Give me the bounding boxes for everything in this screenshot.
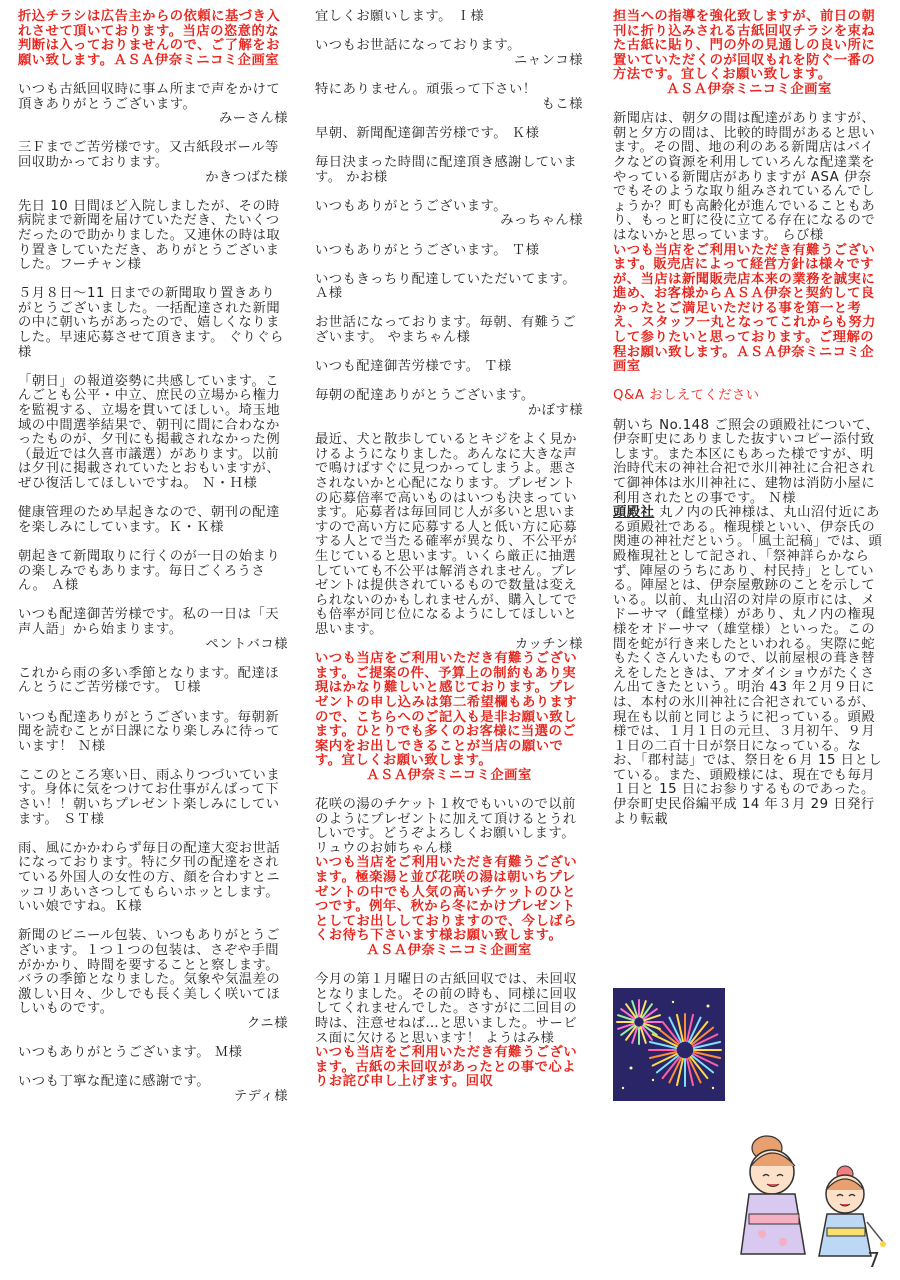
message-text: 毎朝の配達ありがとうございます。 (315, 388, 535, 404)
qa-question: 朝いち No.148 ご照会の頭殿社について、伊奈町史にありました抜すいコピー添付致します。また本区にもあった様ですが、明治時代末の神社合祀で氷川神社に合祀されて御神体は氷川神社に、建物は消防小屋に利用されたとの事です。 Ｎ様 (613, 417, 880, 506)
reply-signature: ＡＳＡ伊奈ミニコミ企画室 (366, 767, 532, 783)
letter-hanasaki (315, 798, 583, 959)
reply-continued (613, 10, 885, 98)
message-item (315, 273, 583, 302)
letter-pheasant (315, 433, 583, 783)
message-text: いつもありがとうございます。 Ｍ様 (18, 1045, 243, 1061)
message-text: ここのところ寒い日、雨ふりつづいています。身体に気をつけてお仕事がんばって下さい！！朝いちプレゼント楽しみにしています。 ＳＴ様 (18, 767, 281, 827)
reply-text: 担当への指導を強化致しますが、前日の朝刊に折り込みされる古紙回収チラシを束ねた古紙に貼り、門の外の見通しの良い所に置いていただくのが回収もれを防ぐ一番の方法です。宜しくお願い致します。 (613, 9, 876, 83)
children-yukata-illustration (727, 1130, 887, 1258)
message-text: いつもきっちり配達していただいてます。 Ａ様 (315, 271, 577, 302)
message-text: いつも配達御苦労様です。 Ｔ様 (315, 359, 512, 375)
message-text: 「朝日」の報道姿勢に共感しています。こんごとも公平・中立、庶民の立場から権力を監視する、立場を貫いてほしい。埼玉地域の中間選挙結果で、朝刊に間に合わなかったものが、夕刊にも掲載されなかった例（最近では久喜市議選）があります。以前は夕刊に掲載されていたとおもいますが、ぜひ復活してほしいですね。 Ｎ・Ｈ様 (18, 373, 281, 491)
message-item (18, 550, 288, 594)
message-item (18, 667, 288, 696)
message-item (18, 1075, 288, 1104)
message-text: 宜しくお願いします。 Ｉ様 (315, 9, 485, 24)
message-text: ５月８日〜11 日までの新聞取り置きありがとうございました。一括配達された新聞の中に朝いちがあったので、嬉しくなりました。早速応募させて頂きます。 ぐりぐら様 (18, 286, 284, 360)
message-text: 健康管理のため早起きなので、朝刊の配達を楽しみにしています。Ｋ・Ｋ様 (18, 505, 280, 535)
letter-delivery-business (613, 112, 885, 375)
column-3 (613, 10, 885, 827)
message-item (18, 1046, 288, 1061)
message-item (315, 127, 583, 142)
reply-text: いつも当店をご利用いただき有難うございます。古紙の未回収があったとの事で心よりお詫び申し上げます。回収 (315, 1045, 578, 1090)
message-signature: ペントバコ様 (205, 636, 288, 652)
letter-text: 今月の第１月曜日の古紙回収では、未回収となりました。その前の時も、同様に回収してくれませんでした。さすがに二回目の時は、注意せねば…と思いました。サービス面に欠けると思います！ ようはみ様 (315, 972, 578, 1046)
message-item (315, 10, 583, 25)
message-text: 雨、風にかかわらず毎日の配達大変お世話になっております。特に夕刊の配達をされている外国人の女性の方、顔を合わすとニッコリあいさつしてもらいホッとします。いい娘ですね。Ｋ様 (18, 840, 281, 915)
message-text: 先日 10 日間ほど入院しましたが、その時病院まで新聞を届けていただき、たいくつだったので助かりました。又連休の時は取り置きしていただき、ありがとうございました。フーチャン様 (18, 198, 281, 273)
message-text: 三Ｆまでご苦労様です。又古紙段ボール等回収助かっております。 (18, 140, 279, 170)
message-item (18, 769, 288, 827)
message-item (18, 929, 288, 1031)
message-text: 特にありません。頑張って下さい！ (315, 81, 537, 97)
message-item (315, 244, 583, 259)
message-text: いつも配達ありがとうございます。毎朝新聞を読むことが日課になり楽しみに待っています！ Ｎ様 (18, 709, 281, 754)
obi (827, 1228, 865, 1236)
message-signature: みっちゃん様 (500, 213, 583, 229)
message-item (315, 39, 583, 68)
message-text: いつもお世話になっております。 (315, 38, 521, 54)
reply-text: いつも当店をご利用いただき有難うございます。ご提案の件、予算上の制約もあり実現はかなり難しいと感じております。プレゼントの申し込みは第二希望欄もありますので、こちらへのご記入も是非お願い致します。ひとりでも多くのお客様に当選のご案内をお出しできることが当店の願いです。宜しくお願い致します。 (315, 651, 578, 769)
message-item (18, 287, 288, 360)
message-item (315, 156, 583, 185)
message-item (315, 389, 583, 418)
fireworks-illustration (613, 988, 725, 1101)
message-item (18, 608, 288, 652)
message-item (18, 711, 288, 755)
message-signature: もこ様 (541, 96, 583, 112)
message-text: いつも古紙回収時に事ム所まで声をかけて頂きありがとうございます。 (18, 81, 281, 112)
letter-text: 新聞店は、朝夕の間は配達がありますが、朝と夕方の間は、比較的時間があると思います。その間、地の利のある新聞店はバイクなどの資源を利用していろんな配達業をやっている新聞店がありますが ASA 伊奈でもそのような取り組みされているんでしょうか？町も高齢化が進んでいることもあり、もっと町に役に立てる存在になるのではないかと思っています。 らび様 (613, 111, 876, 243)
reply-text: いつも当店をご利用いただき有難うございます。極楽湯と並び花咲の湯は朝いちプレゼントの中でも人気の高いチケットのひとつです。例年、秋から冬にかけプレゼントとしてお出ししておりますので、今しばらくお待ち下さいます様お願い致します。 (315, 855, 578, 944)
message-item (18, 506, 288, 535)
letter-recycling (315, 973, 583, 1090)
message-item (315, 360, 583, 375)
column-1 (18, 10, 288, 1119)
child-right (819, 1166, 886, 1256)
sparkler-spark (880, 1241, 886, 1247)
message-text: 新聞のビニール包装、いつもありがとうございます。１つ１つの包装は、さぞや手間がかかり、時間を要することと察します。バラの季節となりました。気象や気温差の激しい日々、少しでも長く美しく咲いてほしいものです。 (18, 928, 281, 1017)
message-text: 早朝、新聞配達御苦労様です。 Ｋ様 (315, 125, 540, 141)
message-text: 朝起きて新聞取りに行くのが一日の始まりの楽しみでもあります。毎日ごくろうさん。 Ａ様 (18, 548, 281, 594)
letter-signature: カッチン様 (514, 636, 583, 652)
message-signature: クニ様 (246, 1015, 288, 1031)
qa-heading: Q&A おしえてください (613, 388, 760, 404)
message-item (315, 83, 583, 112)
message-text: いつもありがとうございます。 (315, 198, 508, 214)
flyer-notice (18, 10, 288, 68)
message-signature: かぼす様 (527, 403, 583, 419)
reply-signature: ＡＳＡ伊奈ミニコミ企画室 (366, 943, 532, 958)
message-text: いつも丁寧な配達に感謝です。 (18, 1074, 211, 1090)
qa-section (613, 419, 885, 828)
message-text: いつもありがとうございます。 Ｔ様 (315, 242, 540, 258)
message-list-2 (315, 10, 583, 419)
pattern (758, 1230, 766, 1238)
sparkler (867, 1222, 883, 1242)
message-text: 毎日決まった時間に配達頂き感謝しています。 かお様 (315, 154, 578, 185)
message-item (18, 842, 288, 915)
message-signature: みーさん様 (219, 111, 288, 127)
message-item (18, 200, 288, 273)
letter-text: 花咲の湯のチケット１枚でもいいので以前のようにプレゼントに加えて頂けるとうれしいです。どうぞよろしくお願いします。 リュウのお姉ちゃん様 (315, 797, 577, 856)
message-text: これから雨の多い季節となります。配達ほんとうにご苦労様です。 Ｕ様 (18, 665, 280, 696)
message-list-1 (18, 83, 288, 1105)
message-item (18, 141, 288, 185)
message-item (18, 375, 288, 492)
page-number: 7 (867, 1248, 880, 1272)
message-text: いつも配達御苦労様です。私の一日は「天声人語」から始まります。 (18, 607, 280, 637)
child-left (741, 1136, 805, 1254)
pattern (779, 1238, 787, 1246)
obi (749, 1214, 799, 1224)
message-text: お世話になっております。毎朝、有難うございます。 やまちゃん様 (315, 315, 577, 346)
reply-text: いつも当店をご利用いただき有難うございます。販売店によって経営方針は様々ですが、当店は新聞販売店本来の業務を誠実に進め、お客様からＡＳＡ伊奈と契約して良かったとご満足いただける事を第一と考え、スタッフ一丸となってこれからも努力して参りたいと思っております。ご理解の程お願い致します。ＡＳＡ伊奈ミニコミ企画室 (613, 242, 876, 375)
message-item (315, 200, 583, 229)
column-2 (315, 10, 583, 1105)
message-item (315, 316, 583, 345)
qa-answer (613, 506, 885, 827)
message-signature: ニャンコ様 (514, 52, 583, 68)
flyer-notice-text: 折込チラシは広告主からの依頼に基づき入れさせて頂いております。当店の恣意的な判断は入っておりませんので、ご了解をお願い致します。ＡＳＡ伊奈ミニコミ企画室 (18, 9, 281, 68)
letter-text: 最近、犬と散歩しているとキジをよく見かけるようになりました。あんなに大きな声で鳴けばすぐに見つかってしまうよ。悪さされないかと心配になります。プレゼントの応募倍率で高いものはいつも決まっています。応募者は毎回同じ人が多いと思いますので高い方に応募する人と低い方に応募する人とで当たる確率が異なり、不公平が生じていると思います。いくら厳正に抽選していても不公平は解消されません。プレゼントは提供されているもので数量は変えられないのかもしれませんが、購入してでも倍率が同じ位になるようにしてほしいと思います。 (315, 432, 578, 637)
message-item (18, 83, 288, 127)
message-signature: テディ様 (233, 1088, 288, 1104)
reply-signature: ＡＳＡ伊奈ミニコミ企画室 (666, 81, 832, 97)
qa-answer-text: 丸ノ内の氏神様は、丸山沼付近にある頭殿社である。権現様といい、伊奈氏の関連の神社だという。「風土記稿」では、頭殿権現社として記され、「祭神詳らかならず、陣屋のうちにあり、村民持」としている。陣屋とは、伊奈屋敷跡のことを示している。以前、丸山沼の対岸の原市には、メドーサマ（雌堂様）があり、丸ノ内の権現様をオドーサマ（雄堂様）といった。この間を蛇が行き来したといわれる。実際に蛇もたくさんいたもので、以前屋根の葺き替えをしたときは、アオダイショウがたくさん出てきたという。明治 43 年２月９日には、本村の氷川神社に合祀されているが、現在も以前と同じように祀っている。頭殿様では、１月１日の元旦、３月初午、９月１日の二百十日が祭日になっている。なお、「郡村誌」では、祭日を６月 15 日としている。また、頭殿様には、現在でも毎月１日と 15 日にお参りするものであった。伊奈町史民俗編平成 14 年３月 29 日発行より転載 (613, 505, 883, 827)
qa-answer-title: 頭殿社 (613, 505, 655, 521)
message-signature: かきつばた様 (205, 169, 288, 185)
